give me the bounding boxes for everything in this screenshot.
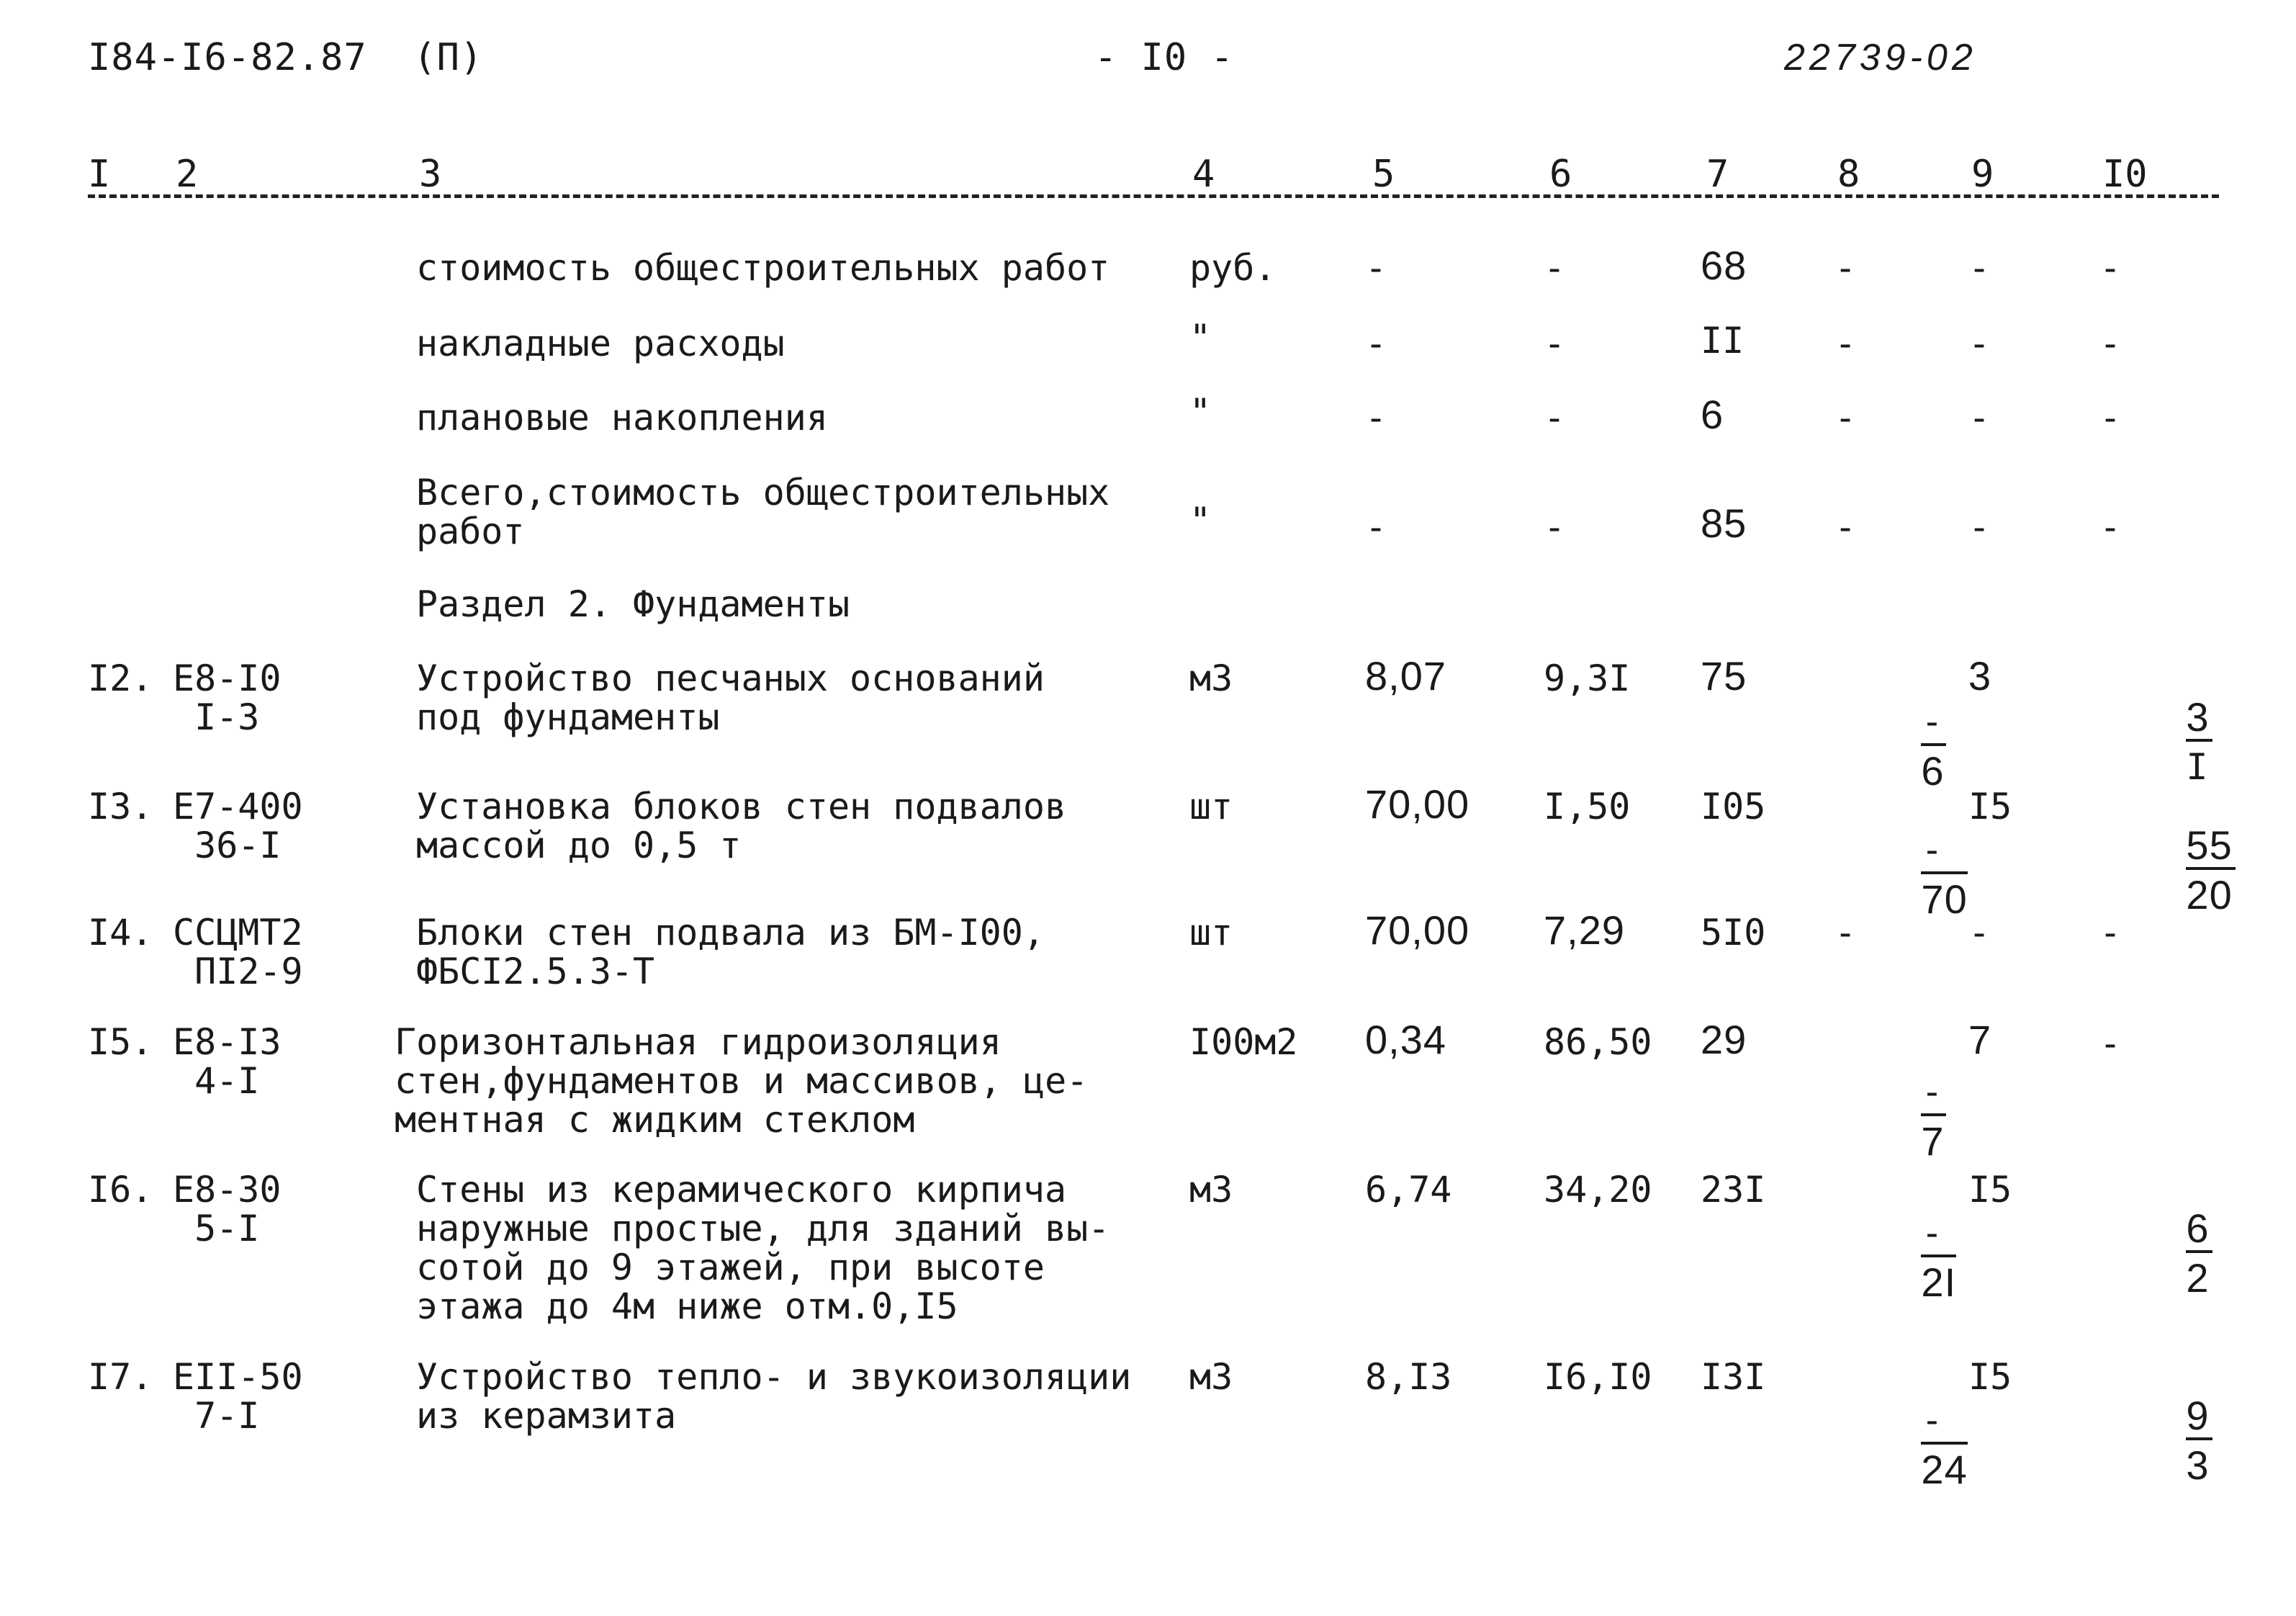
item-description: Устройство песчаных оснований под фундаменты [416,657,1045,738]
row-col10: - [2099,247,2122,289]
fraction: $\frac{-}{2I}$ [1921,1212,1957,1305]
item-number: I5. [88,1021,153,1063]
fraction: $\frac{-}{6}$ [1921,701,1945,794]
column-number: 5 [1372,153,1395,196]
item-col7: 23I [1701,1169,1766,1211]
item-code: Е8-I0 I-3 [173,657,282,738]
item-col9: 7 [1968,1017,1992,1062]
row-col7: 6 [1701,392,1724,437]
fraction: $\frac{-}{70}$ [1921,829,1968,922]
item-col5: 8,07 [1365,653,1446,699]
row-col5: - [1365,397,1387,439]
fraction: $\frac{55}{20}$ [2186,824,2235,920]
item-col10: - [2099,912,2122,953]
row-col9: - [1968,323,1991,364]
item-code: Е8-I3 4-I [173,1021,282,1102]
row-unit: руб. [1189,247,1277,289]
item-col5: 0,34 [1365,1017,1446,1062]
item-col5: 70,00 [1365,781,1470,827]
item-col6: 7,29 [1544,907,1625,953]
item-number: I4. [88,912,153,953]
item-description: Устройство тепло- и звукоизоляции из керамзита [416,1356,1132,1437]
fraction: $\frac{3}{I}$ [2186,696,2212,792]
item-col9: I5 [1968,1169,2012,1211]
row-col5: - [1365,247,1387,289]
column-number: 6 [1549,153,1572,196]
row-col7: 68 [1701,243,1747,288]
header-dashed-rule [88,194,2219,198]
fraction: $\frac{6}{2}$ [2186,1207,2212,1303]
item-unit: м3 [1189,1169,1233,1211]
item-col5: 8,I3 [1365,1356,1452,1398]
row-col7: II [1701,320,1744,362]
fraction: $\frac{-}{7}$ [1921,1071,1945,1164]
column-number: 4 [1192,153,1215,196]
row-col10: - [2099,506,2122,548]
row-col6: - [1544,506,1566,548]
item-number: I7. [88,1356,153,1398]
item-unit: шт [1189,912,1233,953]
item-col5: 70,00 [1365,907,1470,953]
item-col6: I,50 [1544,786,1631,827]
row-col7: 85 [1701,500,1747,546]
row-col8: - [1834,506,1857,548]
item-col7: 5I0 [1701,912,1766,953]
item-code: ССЦМТ2 ПI2-9 [173,912,303,992]
item-number: I6. [88,1169,153,1211]
item-col9: I5 [1968,1356,2012,1398]
item-code: ЕII-50 7-I [173,1356,303,1437]
row-col9: - [1968,506,1991,548]
row-col5: - [1365,506,1387,548]
row-unit: " [1189,317,1212,359]
item-unit: м3 [1189,1356,1233,1398]
item-col8: - [1834,912,1857,953]
item-unit: I00м2 [1189,1021,1298,1063]
item-col9: I5 [1968,786,2012,827]
document-code: I84-I6-82.87 (П) [88,36,484,79]
column-number: 3 [419,153,442,196]
item-description: Блоки стен подвала из БМ-I00, ФБСI2.5.3-Т [416,912,1045,992]
row-description: накладные расходы [416,323,785,364]
row-description: плановые накопления [416,397,828,439]
row-description: Всего,стоимость общестроительных работ [416,472,1110,552]
section-title: Раздел 2. Фундаменты [416,583,850,625]
item-col7: I3I [1701,1356,1766,1398]
row-col9: - [1968,247,1991,289]
column-number: 9 [1971,153,1994,196]
row-col6: - [1544,323,1566,364]
item-col5: 6,74 [1365,1169,1452,1211]
item-col8 [1834,1172,1956,1347]
fraction: $\frac{-}{24}$ [1921,1399,1968,1492]
row-col5: - [1365,323,1387,364]
item-col8 [1834,1360,1968,1534]
column-number: I [88,153,111,196]
row-col8: - [1834,323,1857,364]
row-col10: - [2099,323,2122,364]
column-number: 8 [1837,153,1860,196]
item-col7: 29 [1701,1017,1747,1062]
row-col6: - [1544,247,1566,289]
item-col7: 75 [1701,653,1747,699]
row-unit: " [1189,391,1212,433]
item-col10: - [2099,1023,2122,1064]
row-unit: " [1189,500,1212,542]
item-col9: - [1968,912,1991,953]
item-col6: I6,I0 [1544,1356,1652,1398]
column-number: I0 [2102,153,2148,196]
fraction: $\frac{9}{3}$ [2186,1394,2212,1491]
item-code: Е8-30 5-I [173,1169,282,1249]
column-number: 7 [1706,153,1729,196]
column-number: 2 [176,153,199,196]
row-col8: - [1834,247,1857,289]
item-number: I3. [88,786,153,827]
item-col6: 86,50 [1544,1021,1652,1063]
item-description: Горизонтальная гидроизоляция стен,фундаментов и массивов, це- ментная с жидким стеклом [395,1021,1089,1141]
row-col10: - [2099,397,2122,439]
row-col6: - [1544,397,1566,439]
item-description: Установка блоков стен подвалов массой до 0,5 т [416,786,1067,866]
row-col8: - [1834,397,1857,439]
item-unit: м3 [1189,657,1233,699]
row-col9: - [1968,397,1991,439]
item-col9: 3 [1968,653,1992,699]
item-col7: I05 [1701,786,1766,827]
item-col6: 34,20 [1544,1169,1652,1211]
item-col10 [2099,1168,2212,1342]
row-description: стоимость общестроительных работ [416,247,1110,289]
document-number: 22739-02 [1784,37,1977,78]
item-code: Е7-400 36-I [173,786,303,866]
item-col10 [2099,1355,2212,1530]
page-number: - I0 - [1094,36,1234,79]
item-unit: шт [1189,786,1233,827]
item-number: I2. [88,657,153,699]
item-col6: 9,3I [1544,657,1631,699]
item-description: Стены из керамического кирпича наружные простые, для зданий вы- сотой до 9 этажей, при высоте этажа до 4м ниже отм.0,I5 [416,1169,1110,1327]
